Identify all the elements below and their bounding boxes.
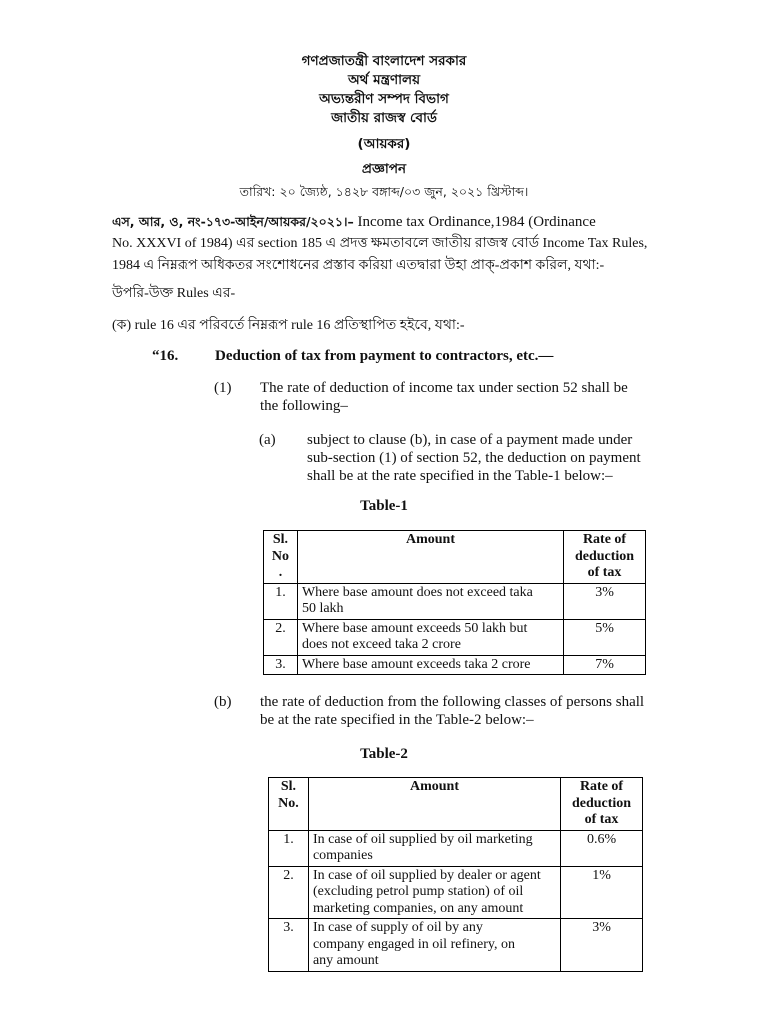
amount-cell bbox=[297, 655, 563, 675]
sl-header bbox=[264, 531, 298, 584]
ministry-title: অর্থ মন্ত্রণালয় bbox=[347, 72, 421, 88]
rate-header-line: Rate of bbox=[582, 532, 627, 547]
table-row bbox=[269, 919, 643, 972]
amount-cell bbox=[308, 830, 560, 866]
sro-reference: এস, আর, ও, নং-১৭৩-আইন/আয়কর/২০২১।– bbox=[112, 214, 354, 229]
table-row bbox=[269, 866, 643, 919]
amount-line: In case of oil supplied by dealer or agent bbox=[312, 867, 541, 883]
amount-line: In case of supply of oil by any bbox=[312, 920, 483, 935]
amount-header: Amount bbox=[297, 531, 563, 584]
table-2 bbox=[268, 777, 643, 972]
table-1-caption: Table-1 bbox=[360, 498, 408, 514]
sl-cell: 3. bbox=[269, 919, 309, 972]
rate-cell: 1% bbox=[561, 866, 643, 919]
table-row bbox=[264, 583, 646, 619]
table-1 bbox=[263, 530, 646, 675]
govt-title: গণপ্রজাতন্ত্রী বাংলাদেশ সরকার bbox=[301, 53, 467, 69]
subrule-1-line-1: The rate of deduction of income tax under section 52 shall be bbox=[260, 380, 628, 396]
rate-cell: 0.6% bbox=[561, 830, 643, 866]
sro-line-2: No. XXXVI of 1984) এর section 185 এ প্রদত্ত ক্ষমতাবলে জাতীয় রাজস্ব বোর্ড Income Tax Rules, bbox=[112, 236, 648, 251]
rate-header-line: Rate of bbox=[579, 779, 624, 794]
date-line: তারিখ: ২০ জ্যৈষ্ঠ, ১৪২৮ বঙ্গাব্দ/০৩ জুন, ২০২১ খ্রিস্টাব্দ। bbox=[239, 184, 529, 199]
amount-line: Where base amount exceeds taka 2 crore bbox=[301, 656, 531, 672]
notification-title: প্রজ্ঞাপন bbox=[361, 161, 407, 177]
amount-line: does not exceed taka 2 crore bbox=[301, 637, 461, 652]
rate-header-line: of tax bbox=[587, 565, 622, 580]
rate-header-line: of tax bbox=[584, 812, 619, 827]
rate-cell: 3% bbox=[564, 583, 646, 619]
subrule-1-number: (1) bbox=[214, 380, 232, 396]
amount-line: marketing companies, on any amount bbox=[312, 900, 524, 916]
clause-b-line-1: the rate of deduction from the following classes of persons shall bbox=[260, 694, 645, 710]
table-1-header-row bbox=[264, 531, 646, 584]
sro-line-3: 1984 এ নিম্নরূপ অধিকতর সংশোধনের প্রস্তাব করিয়া এতদ্বারা উহা প্রাক্-প্রকাশ করিল, যথা:- bbox=[112, 258, 605, 273]
amount-line: Where base amount exceeds 50 lakh but bbox=[301, 620, 528, 636]
table-row bbox=[269, 830, 643, 866]
division-title: অভ্যন্তরীণ সম্পদ বিভাগ bbox=[319, 91, 449, 107]
amount-line: 50 lakh bbox=[301, 601, 344, 616]
clause-a-number: (a) bbox=[259, 432, 276, 448]
clause-a-line-1: subject to clause (b), in case of a payment made under bbox=[307, 432, 633, 448]
sl-header-line: Sl. bbox=[272, 532, 289, 547]
amount-line: Where base amount does not exceed taka bbox=[301, 584, 533, 600]
table-row bbox=[264, 619, 646, 655]
clause-a-line-3: shall be at the rate specified in the Table-1 below:– bbox=[307, 468, 613, 484]
amount-cell bbox=[308, 919, 560, 972]
subrule-1-line-2: the following– bbox=[260, 398, 348, 414]
rate-cell: 3% bbox=[561, 919, 643, 972]
clause-ka: (ক) rule 16 এর পরিবর্তে নিম্নরূপ rule 16 প্রতিস্থাপিত হইবে, যথা:- bbox=[112, 318, 465, 333]
rate-cell: 7% bbox=[564, 655, 646, 675]
amount-cell bbox=[308, 866, 560, 919]
sro-line-1-rest: Income tax Ordinance,1984 (Ordinance bbox=[353, 214, 596, 230]
amount-line: company engaged in oil refinery, on bbox=[312, 936, 515, 952]
clause-a-line-2: sub-section (1) of section 52, the deduction on payment bbox=[307, 450, 641, 466]
clause-b-line-2: be at the rate specified in the Table-2 below:– bbox=[260, 712, 534, 728]
sl-cell: 2. bbox=[264, 619, 298, 655]
amount-line: (excluding petrol pump station) of oil bbox=[312, 884, 524, 899]
sro-line-1 bbox=[112, 212, 652, 232]
amount-line: In case of oil supplied by oil marketing bbox=[312, 831, 533, 847]
sl-cell: 1. bbox=[269, 830, 309, 866]
sl-header-line: No bbox=[271, 548, 290, 564]
board-title: জাতীয় রাজস্ব বোর্ড bbox=[331, 110, 437, 126]
rate-header-line: deduction bbox=[571, 795, 632, 811]
amount-line: any amount bbox=[312, 953, 379, 968]
sl-cell: 1. bbox=[264, 583, 298, 619]
amount-line: companies bbox=[312, 848, 373, 863]
rate-header bbox=[564, 531, 646, 584]
rate-cell: 5% bbox=[564, 619, 646, 655]
amount-cell bbox=[297, 583, 563, 619]
rule-number: “16. bbox=[152, 348, 179, 364]
amount-header: Amount bbox=[308, 778, 560, 831]
table-2-caption: Table-2 bbox=[360, 746, 408, 762]
rate-header-line: deduction bbox=[574, 548, 635, 564]
upari-line: উপরি-উক্ত Rules এর- bbox=[112, 286, 236, 301]
clause-b-number: (b) bbox=[214, 694, 232, 710]
table-2-header-row bbox=[269, 778, 643, 831]
sl-header-line: Sl. bbox=[280, 779, 297, 794]
sl-cell: 3. bbox=[264, 655, 298, 675]
sl-header-line: . bbox=[278, 565, 283, 580]
rate-header bbox=[561, 778, 643, 831]
rule-title: Deduction of tax from payment to contractors, etc.— bbox=[215, 348, 554, 364]
sl-header-line: No. bbox=[278, 795, 299, 811]
sl-header bbox=[269, 778, 309, 831]
table-row bbox=[264, 655, 646, 675]
amount-cell bbox=[297, 619, 563, 655]
tax-type: (আয়কর) bbox=[357, 136, 411, 152]
sl-cell: 2. bbox=[269, 866, 309, 919]
